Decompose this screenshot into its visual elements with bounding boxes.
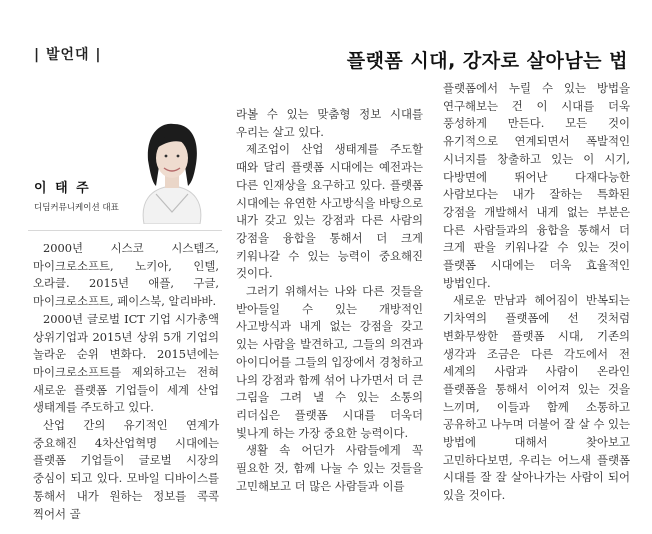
headline: 플랫폼 시대, 강자로 살아남는 법 xyxy=(346,50,628,72)
paragraph: 그러기 위해서는 나와 다른 것들을 받아들일 수 있는 개방적인 사고방식과 내게 없는 강점을 갖고 있는 사람을 발견하고, 그들의 의견과 아이디어를 그들의 입장에서 경청하고 나의 강점과 함께 섞어 나가면서 더 큰 그림을 그려 낼 수 있는 소통의 리더십은 플랫폼 시대를 더욱더 빛나게 하는 가장 중요한 능력이다. xyxy=(236,284,423,440)
paragraph: 플랫폼에서 누릴 수 있는 방법을 연구해보는 건 이 시대를 더욱 풍성하게 만든다. 모든 것이 유기적으로 연계되면서 폭발적인 시너지를 창출하고 있는 이 시기, 다방면에 뛰어난 다재다능한 사람보다는 내가 잘하는 특화된 강점을 개발해서 내게 없는 부분은 다른 사람들과의 융합을 통해서 더 크게 판을 키워나갈 수 있는 것이 플랫폼 시대에는 더욱 효율적인 방법인다. xyxy=(443,81,630,290)
paragraph: 새로운 만남과 헤어짐이 반복되는 기차역의 플랫폼에 선 것처럼 변화무쌍한 플랫폼 시대, 기존의 생각과 조금은 다른 각도에서 전 세계의 사람과 사람이 온라인 플랫폼을 통해서 이어져 있는 것을 느끼며, 이들과 함께 소통하고 공유하고 나누며 더불어 잘 살 수 있는 방법에 대해서 찾아보고 고민하다보면, 우리는 어느새 플랫폼 시대를 잘 잘 살아나가는 사람이 되어 있을 것이다. xyxy=(443,293,630,503)
author-photo xyxy=(126,116,218,224)
divider xyxy=(28,230,222,231)
paragraph: 라볼 수 있는 맞춤형 정보 시대를 우리는 살고 있다. xyxy=(236,107,423,139)
article-column-1 xyxy=(33,240,219,530)
paragraph: 제조업이 산업 생태계를 주도할 때와 달리 플랫폼 시대에는 예전과는 다른 인재상을 요구하고 있다. 플랫폼 시대에는 유연한 사고방식을 바탕으로 내가 갖고 있는 강점과 다른 사람의 강점을 융합을 통해서 더 크게 키워나갈 수 있는 능력이 중요해진 것이다. xyxy=(236,142,423,281)
section-tag: | 발언대 | xyxy=(34,47,102,63)
paragraph: 2000년 글로벌 ICT 기업 시가총액 상위기업과 2015년 상위 5개 기업의 놀라운 순위 변화다. 2015년에는 마이크로소프트를 제외하고는 전혀 새로운 플랫폼 기업들이 세계 산업 생태계를 주도하고 있다. xyxy=(33,311,219,415)
paragraph: 2000년 시스코 시스템즈, 마이크로소프트, 노키아, 인텔, 오라클. 2015년 애플, 구글, 마이크로소프트, 페이스북, 알리바바. xyxy=(33,241,219,309)
author-title: 디딤커뮤니케이션 대표 xyxy=(34,203,119,213)
article-column-2 xyxy=(236,106,423,530)
author-name: 이 태 주 xyxy=(34,181,91,196)
paragraph: 생활 속 어딘가 사람들에게 꼭 필요한 것, 함께 나눌 수 있는 것들을 고민해보고 더 많은 사람들과 이를 xyxy=(236,443,423,493)
paragraph: 산업 간의 유기적인 연계가 중요해진 4차산업혁명 시대에는 플랫폼 기업들이 글로벌 시장의 중심이 되고 있다. 모바일 디바이스를 통해서 내가 원하는 정보를 콕콕 찍어서 골 xyxy=(33,418,219,521)
article-column-3 xyxy=(443,80,630,530)
